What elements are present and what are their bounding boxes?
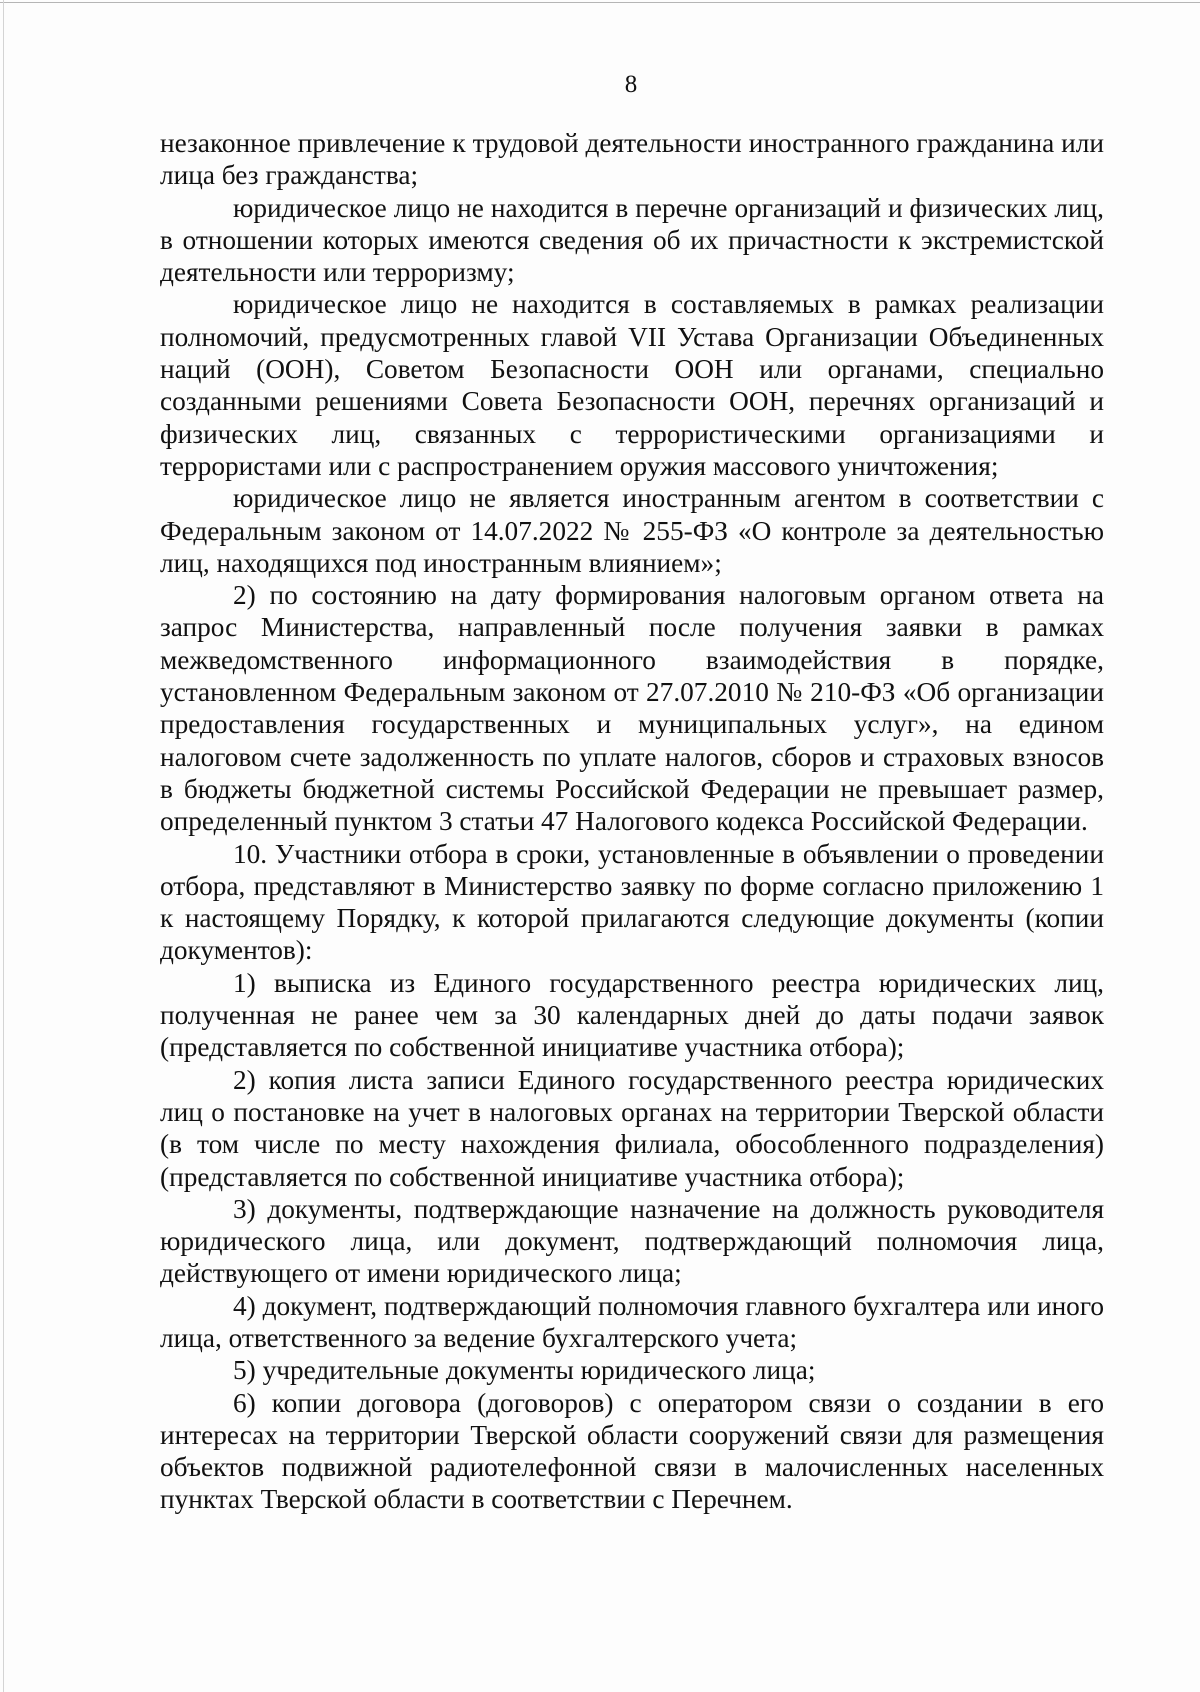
paragraph-foreign-agent: юридическое лицо не является иностранным агентом в соответствии с Федеральным законом от 14.07.2022 № 255-ФЗ «О контроле за деятельностью лиц, находящихся под иностранным влиянием»; (160, 483, 1104, 578)
list-item-tax-registration: 2) копия листа записи Единого государственного реестра юридических лиц о постановке на учет в налоговых органах на территории Тверской области (в том числе по месту нахождения филиала, обособленного подразделения) (представляется по собственной инициативе участника отбора); (160, 1064, 1104, 1192)
list-item-operator-contract: 6) копии договора (договоров) с оператором связи о создании в его интересах на территории Тверской области сооружений связи для размещения объектов подвижной радиотелефонной связи в малочисленных населенных пунктах Тверской области в соответствии с Перечнем. (160, 1387, 1104, 1515)
paragraph-extremism-list: юридическое лицо не находится в перечне организаций и физических лиц, в отношении которых имеются сведения об их причастности к экстремистской деятельности или терроризму; (160, 192, 1104, 288)
scan-left-edge (3, 0, 4, 1692)
list-item-director-appointment: 3) документы, подтверждающие назначение на должность руководителя юридического лица, или документ, подтверждающий полномочия лица, действующего от имени юридического лица; (160, 1193, 1104, 1289)
paragraph-un-sanctions: юридическое лицо не находится в составляемых в рамках реализации полномочий, предусмотренных главой VII Устава Организации Объединенных наций (ООН), Советом Безопасности ООН или органами, специально созданными решениями Совета Безопасности ООН, перечнях организаций и физических лиц, связанных с террористическими организациями и террористами или с распространением оружия массового уничтожения; (160, 289, 1104, 481)
document-body (160, 127, 1104, 1516)
paragraph-section-10: 10. Участники отбора в сроки, установленные в объявлении о проведении отбора, представляют в Министерство заявку по форме согласно приложению 1 к настоящему Порядку, к которой прилагаются следующие документы (копии документов): (160, 838, 1104, 966)
scan-top-edge (0, 2, 1200, 3)
page-number: 8 (624, 71, 638, 98)
list-item-chief-accountant: 4) документ, подтверждающий полномочия главного бухгалтера или иного лица, ответственного за ведение бухгалтерского учета; (160, 1290, 1104, 1353)
list-item-founding-documents: 5) учредительные документы юридического лица; (233, 1355, 816, 1386)
paragraph-continuation: незаконное привлечение к трудовой деятельности иностранного гражданина или лица без гражданства; (160, 128, 1104, 191)
list-item-egrul-extract: 1) выписка из Единого государственного реестра юридических лиц, полученная не ранее чем за 30 календарных дней до даты подачи заявок (представляется по собственной инициативе участника отбора); (160, 967, 1104, 1063)
paragraph-tax-debt: 2) по состоянию на дату формирования налоговым органом ответа на запрос Министерства, направленный после получения заявки в рамках межведомственного информационного взаимодействия в порядке, установленном Федеральным законом от 27.07.2010 № 210-ФЗ «Об организации предоставления государственных и муниципальных услуг», на едином налоговом счете задолженность по уплате налогов, сборов и страховых взносов в бюджеты бюджетной системы Российской Федерации не превышает размер, определенный пунктом 3 статьи 47 Налогового кодекса Российской Федерации. (160, 580, 1104, 837)
